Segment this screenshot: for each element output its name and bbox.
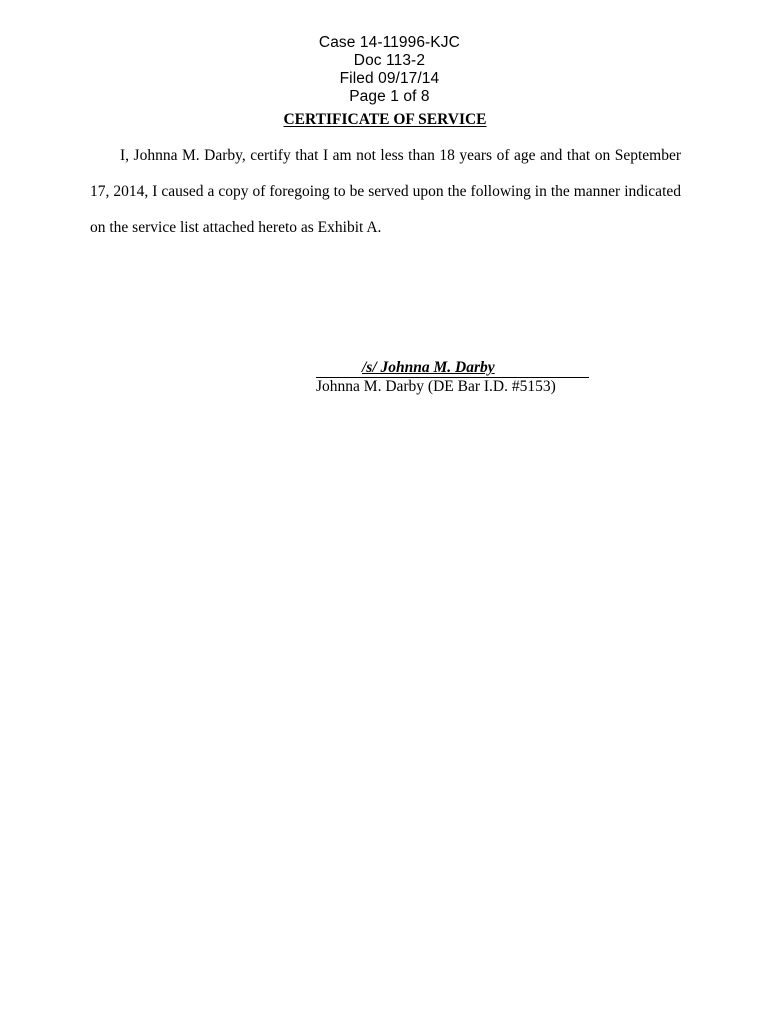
signature-line: [316, 359, 589, 378]
filed-date: Filed 09/17/14: [339, 70, 440, 87]
electronic-signature: /s/ Johnna M. Darby: [362, 359, 495, 376]
body-paragraph-line-2: 17, 2014, I caused a copy of foregoing to be served upon the following in the manner indicated: [90, 183, 681, 200]
case-number: Case 14-11996-KJC: [318, 34, 460, 51]
body-paragraph-line-1: I, Johnna M. Darby, certify that I am not less than 18 years of age and that on September: [120, 147, 681, 164]
court-filing-header: [0, 16, 770, 106]
doc-number: Doc 113-2: [353, 52, 426, 69]
page-number: Page 1 of 8: [349, 88, 430, 105]
document-title: CERTIFICATE OF SERVICE: [283, 111, 487, 128]
body-paragraph-line-3: on the service list attached hereto as Exhibit A.: [90, 219, 382, 236]
signer-name: Johnna M. Darby (DE Bar I.D. #5153): [316, 378, 556, 395]
